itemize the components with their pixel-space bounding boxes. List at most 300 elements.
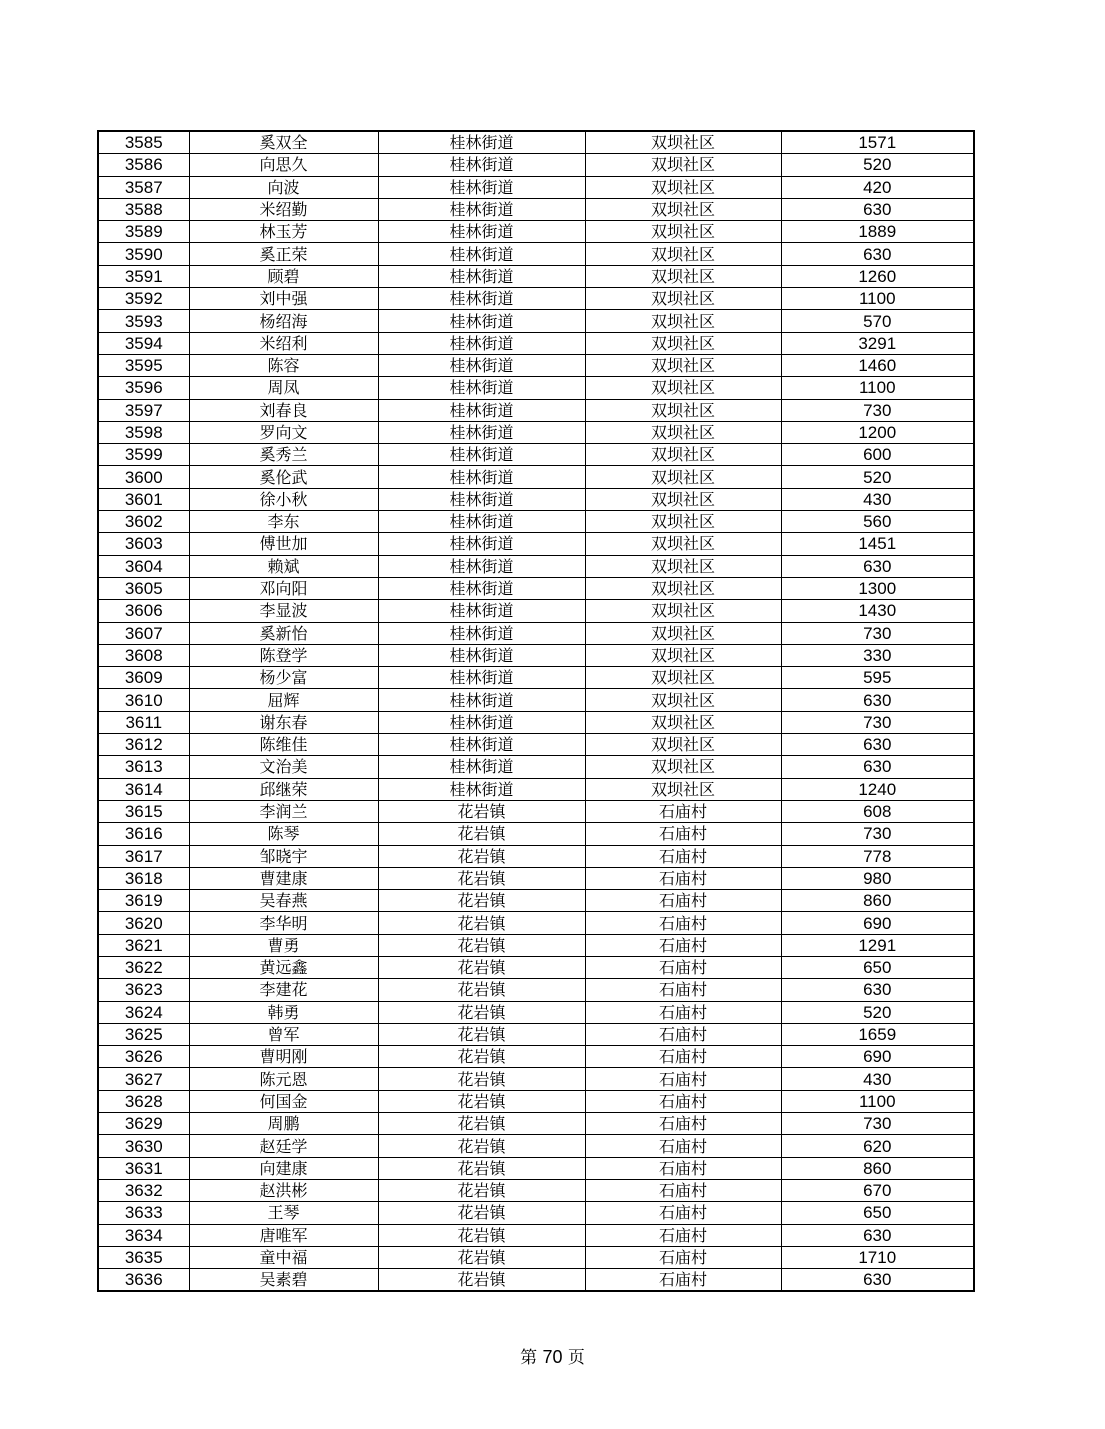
row-index-cell: 3624: [98, 1001, 189, 1023]
amount-cell: 1659: [781, 1023, 974, 1045]
row-index-cell: 3594: [98, 332, 189, 354]
town-cell: 桂林街道: [378, 466, 585, 488]
amount-cell: 1240: [781, 778, 974, 800]
row-index-cell: 3599: [98, 444, 189, 466]
town-cell: 桂林街道: [378, 511, 585, 533]
town-cell: 桂林街道: [378, 667, 585, 689]
town-cell: 花岩镇: [378, 890, 585, 912]
row-index-cell: 3585: [98, 131, 189, 154]
amount-cell: 690: [781, 912, 974, 934]
community-cell: 双坝社区: [585, 600, 781, 622]
row-index-cell: 3607: [98, 622, 189, 644]
amount-cell: 1889: [781, 221, 974, 243]
community-cell: 双坝社区: [585, 711, 781, 733]
amount-cell: 630: [781, 555, 974, 577]
town-cell: 桂林街道: [378, 176, 585, 198]
amount-cell: 1100: [781, 288, 974, 310]
row-index-cell: 3620: [98, 912, 189, 934]
community-cell: 石庙村: [585, 1046, 781, 1068]
name-cell: 邹晓宇: [189, 845, 378, 867]
row-index-cell: 3611: [98, 711, 189, 733]
town-cell: 桂林街道: [378, 154, 585, 176]
table-row: [98, 1179, 974, 1201]
town-cell: 桂林街道: [378, 555, 585, 577]
community-cell: 石庙村: [585, 1246, 781, 1268]
town-cell: 花岩镇: [378, 800, 585, 822]
town-cell: 花岩镇: [378, 1135, 585, 1157]
town-cell: 桂林街道: [378, 711, 585, 733]
town-cell: 桂林街道: [378, 288, 585, 310]
community-cell: 双坝社区: [585, 354, 781, 376]
table-row: [98, 956, 974, 978]
table-row: [98, 778, 974, 800]
table-row: [98, 934, 974, 956]
name-cell: 米绍利: [189, 332, 378, 354]
amount-cell: 1451: [781, 533, 974, 555]
community-cell: 双坝社区: [585, 377, 781, 399]
row-index-cell: 3597: [98, 399, 189, 421]
row-index-cell: 3628: [98, 1090, 189, 1112]
row-index-cell: 3592: [98, 288, 189, 310]
town-cell: 花岩镇: [378, 1179, 585, 1201]
table-row: [98, 756, 974, 778]
row-index-cell: 3619: [98, 890, 189, 912]
amount-cell: 520: [781, 466, 974, 488]
table-row: [98, 734, 974, 756]
town-cell: 桂林街道: [378, 131, 585, 154]
town-cell: 桂林街道: [378, 533, 585, 555]
row-index-cell: 3604: [98, 555, 189, 577]
amount-cell: 600: [781, 444, 974, 466]
amount-cell: 1200: [781, 421, 974, 443]
town-cell: 花岩镇: [378, 1224, 585, 1246]
community-cell: 石庙村: [585, 912, 781, 934]
community-cell: 双坝社区: [585, 176, 781, 198]
town-cell: 桂林街道: [378, 689, 585, 711]
town-cell: 花岩镇: [378, 1113, 585, 1135]
name-cell: 陈元恩: [189, 1068, 378, 1090]
community-cell: 双坝社区: [585, 131, 781, 154]
footer-suffix: 页: [567, 1348, 585, 1368]
row-index-cell: 3633: [98, 1202, 189, 1224]
row-index-cell: 3627: [98, 1068, 189, 1090]
table-row: [98, 1246, 974, 1268]
table-row: [98, 800, 974, 822]
name-cell: 王琴: [189, 1202, 378, 1224]
town-cell: 桂林街道: [378, 310, 585, 332]
town-cell: 桂林街道: [378, 354, 585, 376]
row-index-cell: 3612: [98, 734, 189, 756]
town-cell: 桂林街道: [378, 243, 585, 265]
table-row: [98, 667, 974, 689]
amount-cell: 650: [781, 1202, 974, 1224]
name-cell: 傅世加: [189, 533, 378, 555]
amount-cell: 980: [781, 867, 974, 889]
community-cell: 石庙村: [585, 1135, 781, 1157]
amount-cell: 778: [781, 845, 974, 867]
row-index-cell: 3602: [98, 511, 189, 533]
amount-cell: 420: [781, 176, 974, 198]
name-cell: 徐小秋: [189, 488, 378, 510]
page-number: 70: [542, 1347, 563, 1367]
name-cell: 奚伦武: [189, 466, 378, 488]
community-cell: 石庙村: [585, 1157, 781, 1179]
table-row: [98, 421, 974, 443]
table-row: [98, 1090, 974, 1112]
town-cell: 花岩镇: [378, 1202, 585, 1224]
row-index-cell: 3630: [98, 1135, 189, 1157]
town-cell: 花岩镇: [378, 1023, 585, 1045]
community-cell: 石庙村: [585, 1113, 781, 1135]
amount-cell: 520: [781, 154, 974, 176]
table-row: [98, 533, 974, 555]
amount-cell: 730: [781, 1113, 974, 1135]
town-cell: 花岩镇: [378, 934, 585, 956]
row-index-cell: 3595: [98, 354, 189, 376]
row-index-cell: 3591: [98, 265, 189, 287]
name-cell: 向思久: [189, 154, 378, 176]
table-row: [98, 488, 974, 510]
community-cell: 石庙村: [585, 867, 781, 889]
table-row: [98, 310, 974, 332]
row-index-cell: 3586: [98, 154, 189, 176]
table-row: [98, 711, 974, 733]
town-cell: 桂林街道: [378, 778, 585, 800]
amount-cell: 595: [781, 667, 974, 689]
town-cell: 桂林街道: [378, 421, 585, 443]
table-row: [98, 890, 974, 912]
row-index-cell: 3588: [98, 198, 189, 220]
amount-cell: 430: [781, 488, 974, 510]
community-cell: 双坝社区: [585, 734, 781, 756]
town-cell: 桂林街道: [378, 221, 585, 243]
community-cell: 石庙村: [585, 800, 781, 822]
name-cell: 顾碧: [189, 265, 378, 287]
name-cell: 刘中强: [189, 288, 378, 310]
name-cell: 陈维佳: [189, 734, 378, 756]
name-cell: 刘春良: [189, 399, 378, 421]
amount-cell: 690: [781, 1046, 974, 1068]
community-cell: 双坝社区: [585, 644, 781, 666]
name-cell: 罗向文: [189, 421, 378, 443]
row-index-cell: 3635: [98, 1246, 189, 1268]
row-index-cell: 3625: [98, 1023, 189, 1045]
community-cell: 双坝社区: [585, 555, 781, 577]
town-cell: 花岩镇: [378, 1157, 585, 1179]
amount-cell: 1260: [781, 265, 974, 287]
community-cell: 双坝社区: [585, 667, 781, 689]
community-cell: 石庙村: [585, 934, 781, 956]
amount-cell: 730: [781, 823, 974, 845]
name-cell: 赵洪彬: [189, 1179, 378, 1201]
amount-cell: 620: [781, 1135, 974, 1157]
town-cell: 花岩镇: [378, 867, 585, 889]
amount-cell: 1100: [781, 1090, 974, 1112]
town-cell: 桂林街道: [378, 332, 585, 354]
row-index-cell: 3587: [98, 176, 189, 198]
name-cell: 陈容: [189, 354, 378, 376]
amount-cell: 570: [781, 310, 974, 332]
community-cell: 双坝社区: [585, 577, 781, 599]
table-row: [98, 823, 974, 845]
town-cell: 桂林街道: [378, 265, 585, 287]
town-cell: 桂林街道: [378, 600, 585, 622]
row-index-cell: 3600: [98, 466, 189, 488]
community-cell: 双坝社区: [585, 421, 781, 443]
community-cell: 双坝社区: [585, 622, 781, 644]
amount-cell: 630: [781, 756, 974, 778]
community-cell: 双坝社区: [585, 778, 781, 800]
table-row: [98, 1001, 974, 1023]
row-index-cell: 3596: [98, 377, 189, 399]
name-cell: 黄远鑫: [189, 956, 378, 978]
town-cell: 桂林街道: [378, 756, 585, 778]
community-cell: 双坝社区: [585, 265, 781, 287]
row-index-cell: 3636: [98, 1269, 189, 1292]
community-cell: 双坝社区: [585, 399, 781, 421]
name-cell: 周凤: [189, 377, 378, 399]
page-footer: [0, 1343, 1105, 1368]
table-row: [98, 1046, 974, 1068]
row-index-cell: 3608: [98, 644, 189, 666]
name-cell: 陈琴: [189, 823, 378, 845]
row-index-cell: 3631: [98, 1157, 189, 1179]
row-index-cell: 3601: [98, 488, 189, 510]
town-cell: 桂林街道: [378, 644, 585, 666]
community-cell: 石庙村: [585, 1068, 781, 1090]
town-cell: 花岩镇: [378, 845, 585, 867]
row-index-cell: 3603: [98, 533, 189, 555]
amount-cell: 630: [781, 734, 974, 756]
amount-cell: 1460: [781, 354, 974, 376]
row-index-cell: 3622: [98, 956, 189, 978]
community-cell: 石庙村: [585, 979, 781, 1001]
community-cell: 双坝社区: [585, 689, 781, 711]
amount-cell: 630: [781, 1269, 974, 1292]
amount-cell: 630: [781, 1224, 974, 1246]
table-row: [98, 912, 974, 934]
amount-cell: 630: [781, 243, 974, 265]
name-cell: 曹建康: [189, 867, 378, 889]
amount-cell: 730: [781, 622, 974, 644]
community-cell: 双坝社区: [585, 488, 781, 510]
row-index-cell: 3606: [98, 600, 189, 622]
row-index-cell: 3632: [98, 1179, 189, 1201]
name-cell: 米绍勤: [189, 198, 378, 220]
table-row: [98, 1113, 974, 1135]
row-index-cell: 3609: [98, 667, 189, 689]
row-index-cell: 3613: [98, 756, 189, 778]
amount-cell: 3291: [781, 332, 974, 354]
table-row: [98, 1157, 974, 1179]
name-cell: 李建花: [189, 979, 378, 1001]
table-row: [98, 1068, 974, 1090]
amount-cell: 1100: [781, 377, 974, 399]
table-row: [98, 979, 974, 1001]
row-index-cell: 3626: [98, 1046, 189, 1068]
community-cell: 石庙村: [585, 845, 781, 867]
community-cell: 双坝社区: [585, 444, 781, 466]
amount-cell: 860: [781, 1157, 974, 1179]
community-cell: 双坝社区: [585, 511, 781, 533]
community-cell: 石庙村: [585, 1090, 781, 1112]
name-cell: 文治美: [189, 756, 378, 778]
community-cell: 石庙村: [585, 1269, 781, 1292]
community-cell: 石庙村: [585, 1179, 781, 1201]
row-index-cell: 3629: [98, 1113, 189, 1135]
name-cell: 杨少富: [189, 667, 378, 689]
name-cell: 屈辉: [189, 689, 378, 711]
community-cell: 双坝社区: [585, 533, 781, 555]
amount-cell: 520: [781, 1001, 974, 1023]
amount-cell: 1571: [781, 131, 974, 154]
amount-cell: 730: [781, 399, 974, 421]
row-index-cell: 3598: [98, 421, 189, 443]
amount-cell: 630: [781, 689, 974, 711]
table-row: [98, 399, 974, 421]
amount-cell: 1291: [781, 934, 974, 956]
row-index-cell: 3618: [98, 867, 189, 889]
amount-cell: 1710: [781, 1246, 974, 1268]
town-cell: 桂林街道: [378, 734, 585, 756]
row-index-cell: 3615: [98, 800, 189, 822]
table-row: [98, 131, 974, 154]
amount-cell: 608: [781, 800, 974, 822]
community-cell: 石庙村: [585, 956, 781, 978]
name-cell: 韩勇: [189, 1001, 378, 1023]
table-row: [98, 577, 974, 599]
community-cell: 石庙村: [585, 1224, 781, 1246]
town-cell: 桂林街道: [378, 377, 585, 399]
community-cell: 双坝社区: [585, 466, 781, 488]
community-cell: 双坝社区: [585, 154, 781, 176]
town-cell: 桂林街道: [378, 444, 585, 466]
table-row: [98, 622, 974, 644]
amount-cell: 730: [781, 711, 974, 733]
town-cell: 桂林街道: [378, 622, 585, 644]
name-cell: 吴素碧: [189, 1269, 378, 1292]
footer-prefix: 第: [520, 1348, 538, 1368]
table-row: [98, 221, 974, 243]
community-cell: 双坝社区: [585, 288, 781, 310]
town-cell: 桂林街道: [378, 577, 585, 599]
name-cell: 赖斌: [189, 555, 378, 577]
amount-cell: 1300: [781, 577, 974, 599]
name-cell: 唐唯军: [189, 1224, 378, 1246]
name-cell: 童中福: [189, 1246, 378, 1268]
amount-cell: 1430: [781, 600, 974, 622]
community-cell: 石庙村: [585, 890, 781, 912]
name-cell: 赵廷学: [189, 1135, 378, 1157]
amount-cell: 560: [781, 511, 974, 533]
community-cell: 双坝社区: [585, 332, 781, 354]
name-cell: 林玉芳: [189, 221, 378, 243]
table-body: [98, 131, 974, 1291]
amount-cell: 630: [781, 198, 974, 220]
name-cell: 李东: [189, 511, 378, 533]
table-row: [98, 1023, 974, 1045]
table-row: [98, 332, 974, 354]
name-cell: 李显波: [189, 600, 378, 622]
community-cell: 双坝社区: [585, 198, 781, 220]
community-cell: 石庙村: [585, 823, 781, 845]
name-cell: 奚双全: [189, 131, 378, 154]
table-row: [98, 288, 974, 310]
community-cell: 双坝社区: [585, 221, 781, 243]
name-cell: 曾军: [189, 1023, 378, 1045]
town-cell: 桂林街道: [378, 198, 585, 220]
community-cell: 双坝社区: [585, 243, 781, 265]
town-cell: 花岩镇: [378, 1246, 585, 1268]
name-cell: 吴春燕: [189, 890, 378, 912]
name-cell: 谢东春: [189, 711, 378, 733]
table-row: [98, 466, 974, 488]
name-cell: 陈登学: [189, 644, 378, 666]
table-row: [98, 354, 974, 376]
row-index-cell: 3614: [98, 778, 189, 800]
name-cell: 奚新怡: [189, 622, 378, 644]
community-cell: 双坝社区: [585, 310, 781, 332]
town-cell: 花岩镇: [378, 1068, 585, 1090]
amount-cell: 430: [781, 1068, 974, 1090]
row-index-cell: 3605: [98, 577, 189, 599]
town-cell: 花岩镇: [378, 1046, 585, 1068]
name-cell: 李华明: [189, 912, 378, 934]
name-cell: 向波: [189, 176, 378, 198]
name-cell: 杨绍海: [189, 310, 378, 332]
community-cell: 双坝社区: [585, 756, 781, 778]
table-row: [98, 845, 974, 867]
row-index-cell: 3610: [98, 689, 189, 711]
amount-cell: 630: [781, 979, 974, 1001]
amount-cell: 860: [781, 890, 974, 912]
community-cell: 石庙村: [585, 1001, 781, 1023]
town-cell: 花岩镇: [378, 823, 585, 845]
row-index-cell: 3593: [98, 310, 189, 332]
table-row: [98, 1135, 974, 1157]
table-row: [98, 867, 974, 889]
row-index-cell: 3623: [98, 979, 189, 1001]
name-cell: 奚正荣: [189, 243, 378, 265]
amount-cell: 330: [781, 644, 974, 666]
table-row: [98, 243, 974, 265]
name-cell: 何国金: [189, 1090, 378, 1112]
community-cell: 石庙村: [585, 1202, 781, 1224]
table-row: [98, 689, 974, 711]
name-cell: 奚秀兰: [189, 444, 378, 466]
table-row: [98, 198, 974, 220]
table-row: [98, 154, 974, 176]
town-cell: 花岩镇: [378, 1001, 585, 1023]
data-table: [97, 130, 975, 1292]
town-cell: 桂林街道: [378, 488, 585, 510]
name-cell: 曹勇: [189, 934, 378, 956]
name-cell: 邓向阳: [189, 577, 378, 599]
table-row: [98, 555, 974, 577]
table-row: [98, 511, 974, 533]
row-index-cell: 3634: [98, 1224, 189, 1246]
table-row: [98, 377, 974, 399]
table-row: [98, 1224, 974, 1246]
name-cell: 向建康: [189, 1157, 378, 1179]
table-row: [98, 176, 974, 198]
table-row: [98, 644, 974, 666]
town-cell: 花岩镇: [378, 1269, 585, 1292]
amount-cell: 650: [781, 956, 974, 978]
table-row: [98, 600, 974, 622]
town-cell: 花岩镇: [378, 956, 585, 978]
table-row: [98, 1202, 974, 1224]
